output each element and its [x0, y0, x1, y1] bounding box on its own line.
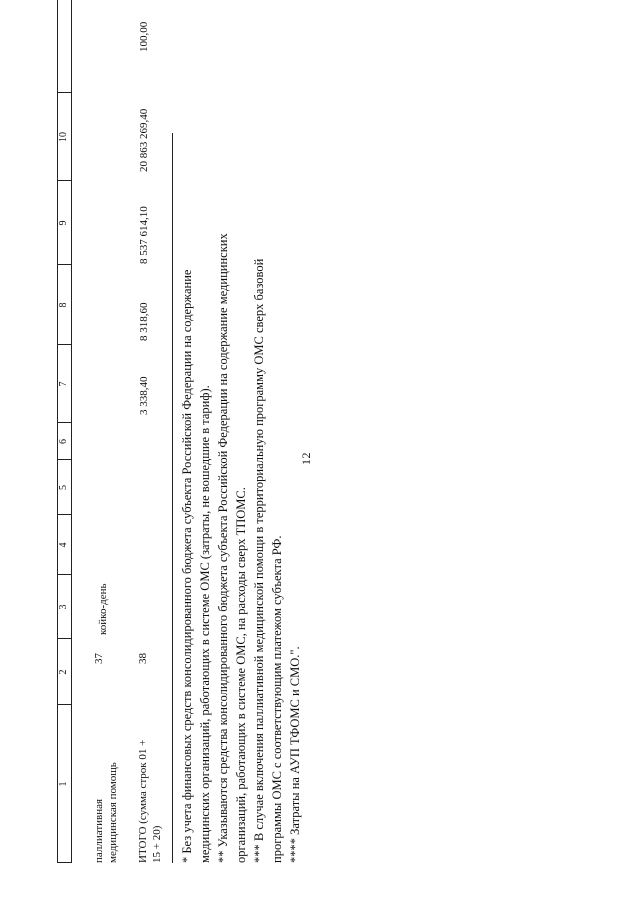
row-37-name-line1: паллиативная: [93, 798, 105, 863]
col-header-9: 9: [58, 220, 69, 226]
col-header-3: 3: [58, 604, 69, 610]
row-38-col7: 8 318,60: [138, 302, 150, 341]
table-bottom-border: [172, 133, 173, 863]
col-header-8: 8: [58, 302, 69, 308]
col-header-6: 6: [58, 439, 69, 444]
row-38-name-line1: ИТОГО (сумма строк 01 +: [137, 739, 149, 863]
row-38-col8: 8 537 614,10: [138, 206, 150, 264]
footnote-2-line2: организаций, работающих в системе ОМС, на расходы сверх ТПОМС.: [234, 487, 248, 863]
row-38-name-line2: 15 + 20): [151, 825, 163, 863]
col-header-2: 2: [58, 669, 69, 675]
footnote-1-line1: * Без учета финансовых средств консолидированного бюджета субъекта Российской Федерации на содержание: [180, 269, 194, 863]
row-37-name-line2: медицинская помощь: [107, 762, 119, 863]
footnote-3-line1: *** В случае включения паллиативной медицинской помощи в территориальную программу ОМС сверх базовой: [252, 258, 266, 863]
footnote-3-line2: программы ОМС с соответствующим платежом субъекта РФ.: [270, 535, 284, 863]
row-37-unit: койко-день: [97, 583, 109, 635]
row-38-col6: 3 338,40: [138, 376, 150, 415]
footnote-2-line1: ** Указываются средства консолидированного бюджета субъекта Российской Федерации на содержание медицинских: [216, 233, 230, 863]
col-header-7: 7: [58, 381, 69, 387]
row-37-line-number: 37: [93, 653, 105, 664]
row-38-col9: 20 863 269,40: [138, 108, 150, 172]
row-38-col10: 100,00: [138, 21, 150, 52]
col-header-1: 1: [58, 781, 69, 787]
footnote-1-line2: медицинских организаций, работающих в системе ОМС (затраты, не вошедшие в тариф).: [198, 385, 212, 863]
footnote-4: **** Затраты на АУП ТФОМС и СМО.".: [288, 646, 302, 863]
table-header-bottom-border: [71, 0, 72, 863]
page-number: 12: [299, 452, 313, 465]
col-header-10: 10: [58, 132, 69, 142]
col-header-4: 4: [58, 542, 69, 548]
col-header-5: 5: [58, 485, 69, 490]
row-38-line-number: 38: [137, 653, 149, 664]
